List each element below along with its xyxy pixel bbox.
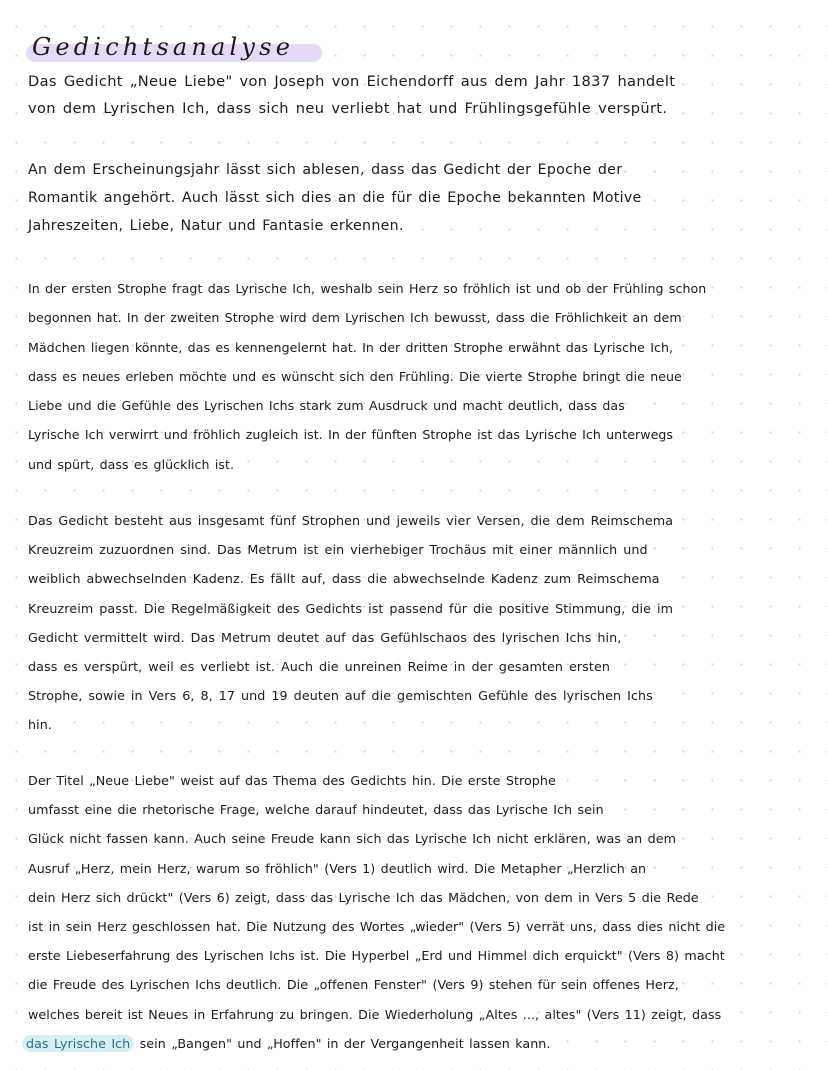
text-line: An dem Erscheinungsjahr lässt sich ablesen, dass das Gedicht der Epoche der [28,162,623,178]
text-line: Kreuzreim zuzuordnen sind. Das Metrum ist ein vierhebiger Trochäus mit einer männlich und [28,542,648,558]
text-line: erste Liebeserfahrung des Lyrischen Ichs ist. Die Hyperbel „Erd und Himmel dich erquickt" (Vers 8) macht [28,948,725,964]
text-line: Strophe, sowie in Vers 6, 8, 17 und 19 deuten auf die gemischten Gefühle des lyrischen Ichs [28,688,653,704]
paragraph-language-analysis [28,766,818,1058]
text-line: die Freude des Lyrischen Ichs deutlich. Die „offenen Fenster" (Vers 9) stehen für sein offenes Herz, [28,977,679,993]
paragraph-content-summary [28,274,818,479]
text-line: Kreuzreim passt. Die Regelmäßigkeit des Gedichts ist passend für die positive Stimmung, die im [28,600,674,616]
page-title: Gedichtsanalyse [32,33,295,61]
text-line: Das Gedicht besteht aus insgesamt fünf Strophen und jeweils vier Versen, die dem Reimschema [28,513,674,528]
text-line: Ausruf „Herz, mein Herz, warum so fröhlich" (Vers 1) deutlich wird. Die Metapher „Herzlich an [28,860,647,876]
text-line: Liebe und die Gefühle des Lyrischen Ichs stark zum Ausdruck und macht deutlich, dass das [28,398,625,414]
paragraph-epoch [28,156,818,240]
text-line: welches bereit ist Neues in Erfahrung zu bringen. Die Wiederholung „Altes ..., altes" (Vers 11) zeigt, dass [28,1006,722,1022]
text-line: dein Herz sich drückt" (Vers 6) zeigt, dass das Lyrische Ich das Mädchen, von dem in Vers 5 die Rede [28,889,699,905]
text-line: Gedicht vermittelt wird. Das Metrum deutet auf das Gefühlschaos des lyrischen Ichs hin, [28,629,622,645]
text-line: dass es verspürt, weil es verliebt ist. Auch die unreinen Reime in der gesamten ersten [28,659,611,675]
text-line: In der ersten Strophe fragt das Lyrische Ich, weshalb sein Herz so fröhlich ist und ob der Frühling schon [28,281,707,296]
highlighted-phrase: das Lyrische Ich [22,1035,134,1052]
text-line: Romantik angehört. Auch lässt sich dies an die für die Epoche bekannten Motive [28,190,642,206]
text-line: und spürt, dass es glücklich ist. [28,456,235,472]
paragraph-intro [28,68,818,122]
text-line: Das Gedicht „Neue Liebe" von Joseph von Eichendorff aus dem Jahr 1837 handelt [28,73,676,90]
text-line: begonnen hat. In der zweiten Strophe wird dem Lyrischen Ich bewusst, dass die Fröhlichkeit an dem [28,310,682,326]
text-line: von dem Lyrischen Ich, dass sich neu verliebt hat und Frühlingsgefühle verspürt. [28,100,668,117]
text-line: dass es neues erleben möchte und es wünscht sich den Frühling. Die vierte Strophe bringt die neue [28,368,682,384]
text-line: Glück nicht fassen kann. Auch seine Freude kann sich das Lyrische Ich nicht erklären, was an dem [28,831,677,847]
text-line-last [28,1029,818,1058]
text-line: hin. [28,717,53,733]
text-line: Lyrische Ich verwirrt und fröhlich zugleich ist. In der fünften Strophe ist das Lyrische Ich unterwegs [28,427,674,443]
text-line: Mädchen liegen könnte, das es kennengelernt hat. In der dritten Strophe erwähnt das Lyrische Ich, [28,339,674,355]
text-line: umfasst eine die rhetorische Frage, welche darauf hindeutet, dass das Lyrische Ich sein [28,802,604,818]
paragraph-form-analysis [28,506,818,740]
text-line: Der Titel „Neue Liebe" weist auf das Thema des Gedichts hin. Die erste Strophe [28,773,556,788]
text-fragment: sein „Bangen" und „Hoffen" in der Vergangenheit lassen kann. [134,1035,551,1051]
text-line: Jahreszeiten, Liebe, Natur und Fantasie erkennen. [28,218,404,234]
text-line: ist in sein Herz geschlossen hat. Die Nutzung des Wortes „wieder" (Vers 5) verrät uns, dass dies nicht die [28,919,726,935]
text-line: weiblich abwechselnden Kadenz. Es fällt auf, dass die abwechselnde Kadenz zum Reimschema [28,571,660,587]
